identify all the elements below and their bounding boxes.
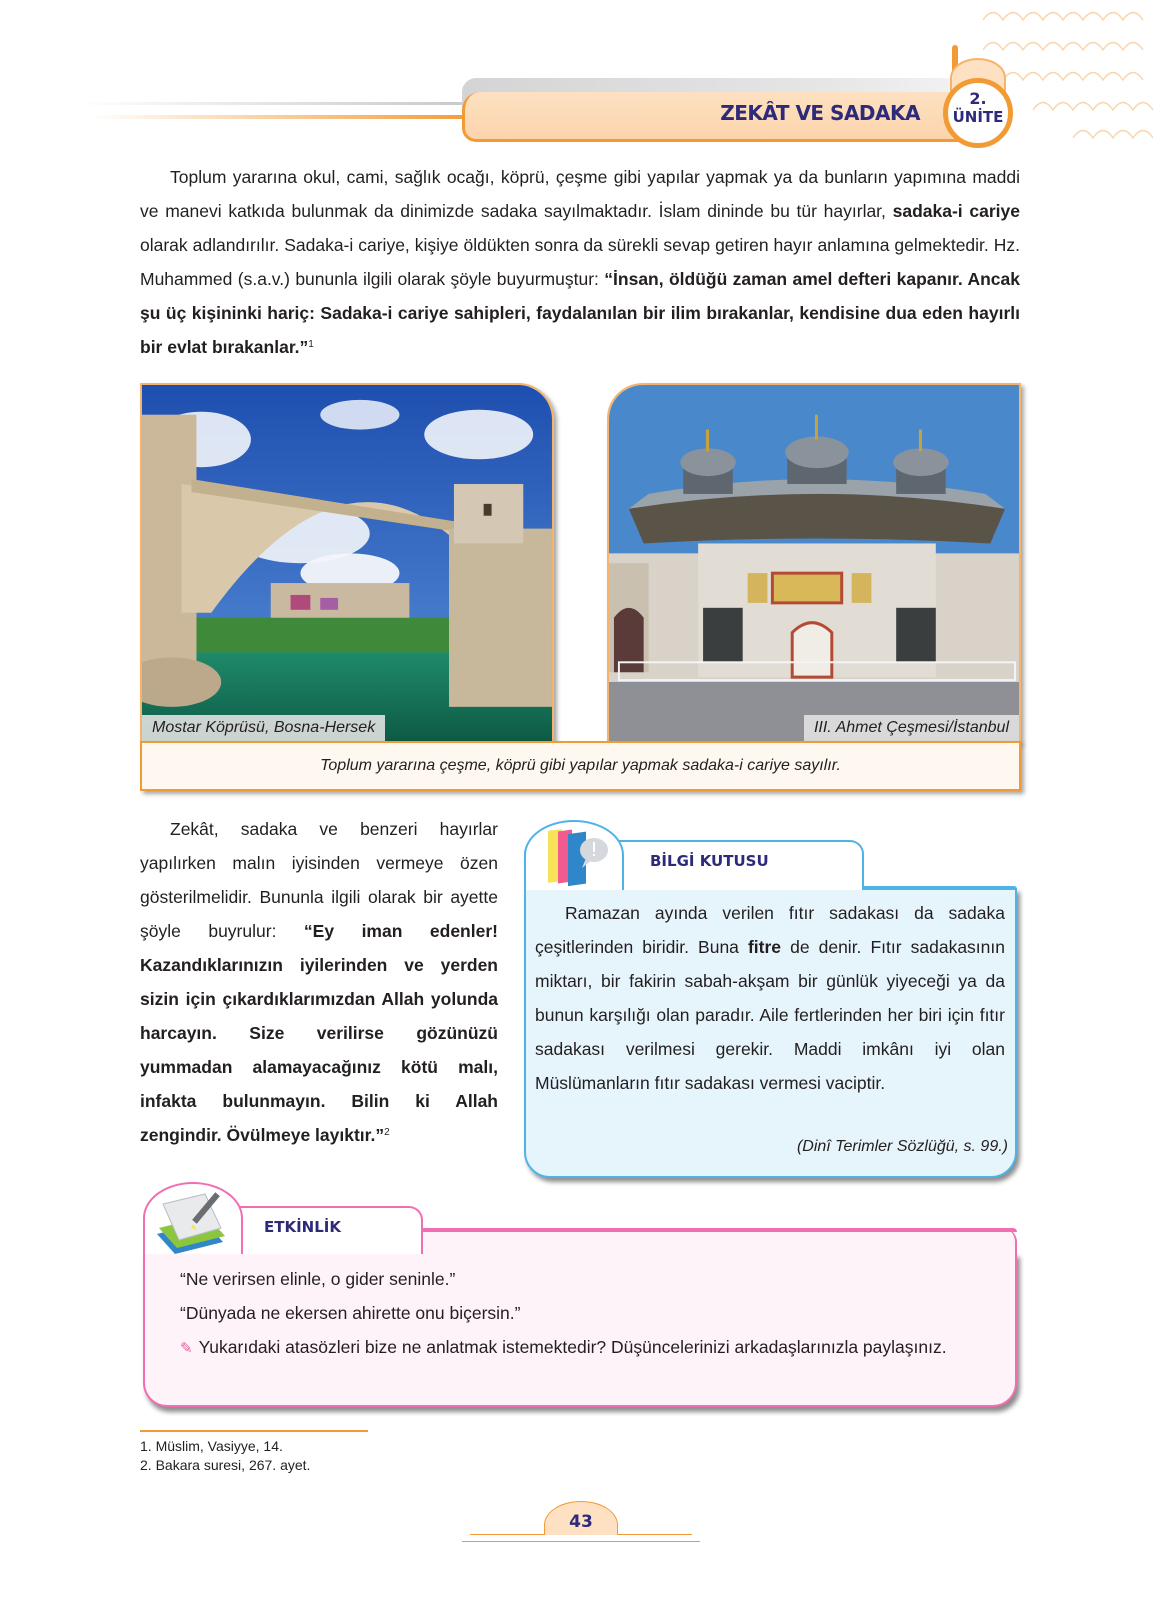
- books-speech-bubble-icon: [526, 822, 626, 892]
- intro-text-1: Toplum yararına okul, cami, sağlık ocağı, köprü, çeşme gibi yapılar yapmak ya da bunların yapımına maddi ve manevi katkıda bulunmak da dinimizde sadaka sayılmaktadır. İslam dininde bu tür hayırlar,: [140, 167, 1020, 221]
- page-number: 43: [544, 1501, 618, 1535]
- photo-caption-right: III. Ahmet Çeşmesi/İstanbul: [804, 715, 1019, 741]
- second-paragraph: [140, 812, 498, 1152]
- header-decor-line-grey: [75, 102, 475, 105]
- chapter-title: ZEKÂT VE SADAKA: [720, 101, 920, 125]
- footnote-2: 2. Bakara suresi, 267. ayet.: [140, 1457, 311, 1473]
- info-box-top-border: [860, 886, 1017, 889]
- info-box-icon-frame: [524, 820, 624, 890]
- ahmet-fountain-image: [609, 385, 1019, 742]
- intro-paragraph: [140, 160, 1020, 364]
- figure-mostar-bridge: [140, 383, 554, 743]
- unit-number: 2.: [969, 89, 987, 108]
- info-box-source: (Dinî Terimler Sözlüğü, s. 99.): [796, 1138, 1008, 1155]
- activity-question: [150, 1330, 1010, 1366]
- notebook-pencil-icon: [145, 1184, 245, 1256]
- pencil-icon: ✎: [180, 1340, 193, 1357]
- header-decor-line-orange: [90, 115, 480, 119]
- footnote-ref-2: 2: [384, 1127, 390, 1138]
- footnote-ref-1: 1: [308, 339, 314, 350]
- footnotes: [140, 1437, 310, 1475]
- mostar-bridge-image: [142, 385, 552, 742]
- photo-caption-left: Mostar Köprüsü, Bosna-Hersek: [142, 715, 385, 741]
- proverb-2: “Dünyada ne ekersen ahirette onu biçersin.”: [180, 1303, 521, 1323]
- term-sadaka-i-cariye: sadaka-i cariye: [892, 201, 1020, 221]
- unit-label: ÜNİTE: [952, 108, 1004, 126]
- page-footer-line-2: [462, 1541, 700, 1542]
- footnote-divider: [140, 1430, 368, 1432]
- info-text-1: Ramazan ayında verilen fıtır sadakası da sadaka çeşitlerinden biridir. Buna: [535, 903, 1005, 957]
- figure-ahmet-fountain: [607, 383, 1021, 743]
- footnote-1: 1. Müslim, Vasiyye, 14.: [140, 1438, 283, 1454]
- second-text: Zekât, sadaka ve benzeri hayırlar yapılırken malın iyisinden vermeye özen gösterilmelidir. Bununla ilgili olarak bir ayette şöyle buyrulur:: [140, 819, 498, 941]
- verse-quote: “Ey iman edenler! Kazandıklarınızın iyilerinden ve yerden sizin için çıkardıklarımızdan Allah yolunda harcayın. Size verilirse gözünüzü yummadan alamayacağınız kötü malı, infakta bulunmayın. Bilin ki Allah zengindir. Övülmeye layıktır.”: [140, 921, 498, 1145]
- activity-box-text: [150, 1262, 1010, 1366]
- hadith-quote: “İnsan, öldüğü zaman amel defteri kapanır. Ancak şu üç kişininki hariç: Sadaka-i cariye sahipleri, faydalanılan bir ilim bırakanlar, kendisine dua eden hayırlı bir evlat bırakanlar.”: [140, 269, 1020, 357]
- unit-badge: [943, 78, 1013, 148]
- info-box-text: [535, 896, 1005, 1100]
- activity-box-icon-frame: [143, 1182, 243, 1254]
- activity-box-top-border: [420, 1228, 1017, 1232]
- proverb-1: “Ne verirsen elinle, o gider seninle.”: [180, 1269, 456, 1289]
- intro-text-2: olarak adlandırılır. Sadaka-i cariye, kişiye öldükten sonra da sürekli sevap getiren hayır anlamına gelmektedir. Hz. Muhammed (s.a.v.) bununla ilgili olarak şöyle buyurmuştur:: [140, 235, 1020, 289]
- info-box-title: BİLGİ KUTUSU: [650, 852, 769, 870]
- info-text-2: de denir. Fıtır sadakasının miktarı, bir fakirin sabah-akşam bir günlük yiyeceği ya da bunun karşılığı olan paradır. Aile fertlerinden her biri için fıtır sadakası verilmesi gerekir. Maddi imkânı iyi olan Müslümanların fıtır sadakası vermesi vaciptir.: [535, 937, 1005, 1093]
- activity-box-title: ETKİNLİK: [264, 1218, 341, 1236]
- activity-question-text: Yukarıdaki atasözleri bize ne anlatmak istemektedir? Düşüncelerinizi arkadaşlarınızla paylaşınız.: [198, 1337, 947, 1357]
- term-fitre: fitre: [747, 937, 782, 957]
- figures-shared-caption: Toplum yararına çeşme, köprü gibi yapılar yapmak sadaka-i cariye sayılır.: [140, 741, 1021, 791]
